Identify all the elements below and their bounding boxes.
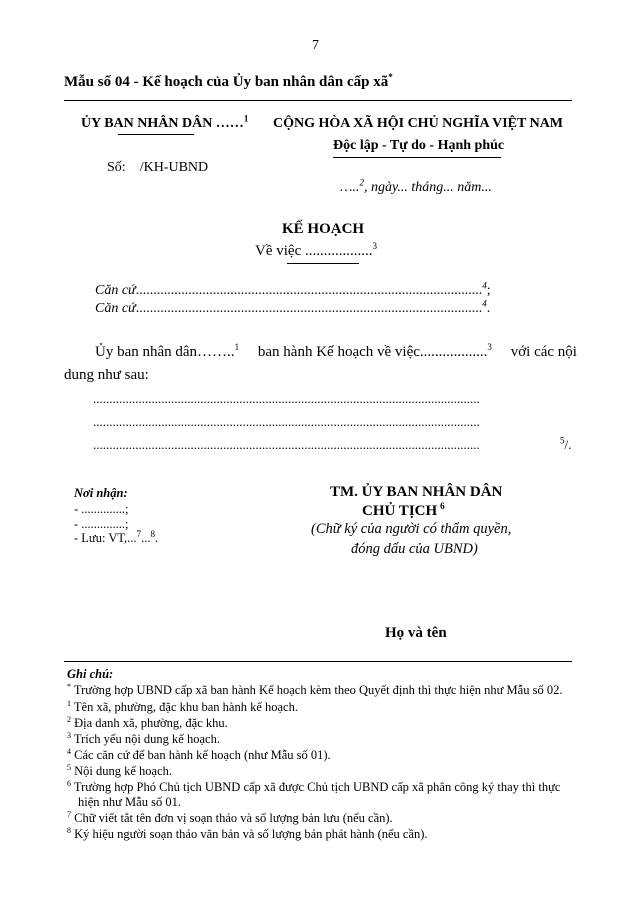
- page-number: 7: [312, 38, 319, 53]
- intro-part-1: Ủy ban nhân dân……..$^1$: [95, 342, 240, 360]
- agency-ref: 1: [243, 113, 249, 124]
- footnote-item: $^6$ Trường hợp Phó Chủ tịch UBND cấp xã được Chủ tịch UBND cấp xã phân công ký thay thì thực: [67, 778, 561, 794]
- title-rule: [64, 100, 572, 101]
- footnote-title: Ghi chú:: [67, 667, 114, 681]
- doc-subject-ref: 3: [372, 241, 377, 251]
- content-dots: .......................................................................................................................: [93, 437, 480, 452]
- form-title: [64, 74, 393, 91]
- nation-name: CỘNG HÒA XÃ HỘI CHỦ NGHĨA VIỆT NAM: [273, 116, 564, 131]
- footnote-rule: [64, 661, 572, 662]
- recipient-item: - ..............;: [74, 502, 129, 516]
- doc-number-label: Số:: [107, 160, 126, 175]
- basis-line-1: [95, 280, 491, 299]
- intro-part-3: với các nội: [510, 344, 577, 360]
- agency-name: [81, 113, 249, 132]
- form-title-text: Mẫu số 04 - Kế hoạch của Ủy ban nhân dân cấp xã: [64, 74, 389, 90]
- recipient-archive: - Lưu: VT,...$^7$...$^8$.: [74, 528, 159, 545]
- place-date-prefix: …..: [340, 180, 360, 195]
- basis-dots: ...................................................................................................: [135, 283, 483, 298]
- content-line-last: [93, 437, 571, 453]
- content-end: /.: [564, 437, 572, 452]
- place-date-ref: 2: [359, 177, 364, 188]
- nation-motto: Độc lập - Tự do - Hạnh phúc: [333, 138, 505, 153]
- intro-line-1: [95, 344, 577, 361]
- footnote-item: $^5$ Nội dung kế hoạch.: [67, 762, 173, 778]
- place-date: [340, 177, 492, 196]
- footnote-item: * Trường hợp UBND cấp xã ban hành Kế hoạch kèm theo Quyết định thì thực hiện như Mẫu số 02.: [67, 681, 563, 697]
- basis-end: ;: [486, 283, 491, 298]
- signature-note-2: đóng dấu của UBND): [351, 541, 478, 557]
- recipient-item: - ..............;: [74, 517, 129, 531]
- signature-note-1: (Chữ ký của người có thẩm quyền,: [311, 521, 512, 537]
- content-ref: 5: [560, 435, 565, 446]
- agency-underline: [118, 134, 194, 135]
- basis-ref: 4: [482, 298, 487, 309]
- place-date-suffix: , ngày... tháng... năm...: [363, 180, 492, 195]
- footnote-item: $^3$ Trích yếu nội dung kế hoạch.: [67, 730, 220, 746]
- intro-line-2: dung như sau:: [64, 367, 149, 383]
- doc-subject: [255, 243, 377, 260]
- basis-line-2: [95, 298, 491, 317]
- recipients-label: Nơi nhận:: [74, 486, 128, 500]
- form-title-mark: *: [388, 72, 393, 82]
- intro-part-2: ban hành Kế hoạch về việc..................$^3$: [257, 342, 492, 360]
- basis-label: Căn cứ: [95, 301, 136, 316]
- footnote-item: $^2$ Địa danh xã, phường, đặc khu.: [67, 714, 228, 730]
- doc-number-value: /KH-UBND: [139, 160, 209, 175]
- content-line: .......................................................................................................................: [93, 391, 480, 406]
- signer-name: Họ và tên: [385, 625, 447, 641]
- basis-label: Căn cứ: [95, 283, 136, 298]
- doc-subject-text: Về việc ..................: [255, 243, 373, 259]
- basis-ref: 4: [482, 280, 487, 291]
- content-line: .......................................................................................................................: [93, 414, 480, 429]
- footnote-item-continuation: hiện như Mẫu số 01.: [78, 795, 181, 809]
- basis-end: .: [486, 301, 491, 316]
- motto-underline: [333, 157, 501, 158]
- doc-number: [107, 160, 208, 176]
- signature-line-1: TM. ỦY BAN NHÂN DÂN: [330, 484, 503, 500]
- footnote-item: $^7$ Chữ viết tắt tên đơn vị soạn thảo và số lượng bản lưu (nếu cần).: [67, 809, 393, 825]
- subject-underline: [287, 263, 359, 264]
- agency-name-text: ỦY BAN NHÂN DÂN ……: [81, 116, 244, 131]
- footnote-item: $^8$ Ký hiệu người soạn thảo văn bản và số lượng bản phát hành (nếu cần).: [67, 825, 428, 841]
- doc-type: KẾ HOẠCH: [282, 221, 365, 237]
- signature-title: CHỦ TỊCH: [362, 503, 438, 519]
- signature-line-2: [362, 503, 445, 520]
- footnote-item: $^1$ Tên xã, phường, đặc khu ban hành kế hoạch.: [67, 698, 298, 714]
- footnote-item: $^4$ Các căn cứ để ban hành kế hoạch (như Mẫu số 01).: [67, 746, 331, 762]
- signature-ref: 6: [440, 501, 445, 511]
- basis-dots: ...................................................................................................: [135, 301, 483, 316]
